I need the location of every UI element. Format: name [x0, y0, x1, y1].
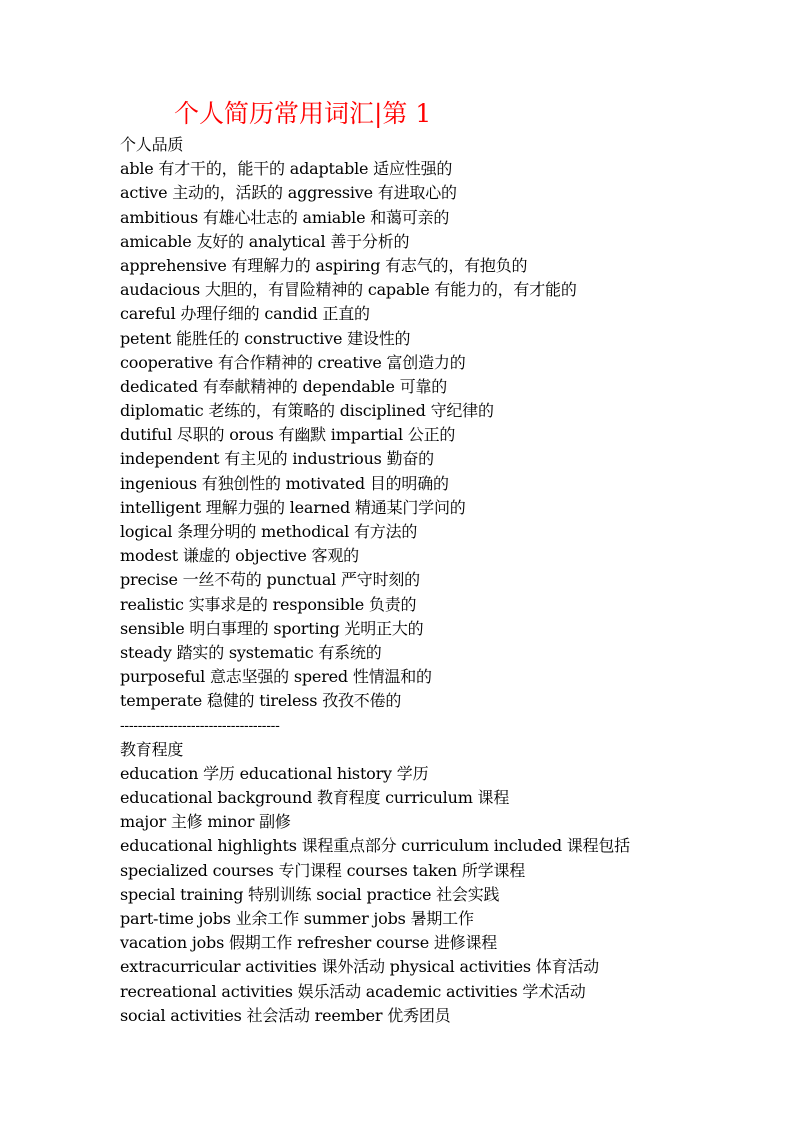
vocab-line: specialized courses 专门课程 courses taken 所学课程	[120, 860, 526, 880]
vocab-line: apprehensive 有理解力的 aspiring 有志气的，有抱负的	[120, 255, 528, 275]
section-heading-education: 教育程度	[120, 739, 184, 759]
vocab-line: dedicated 有奉献精神的 dependable 可靠的	[120, 376, 448, 396]
vocab-line: modest 谦虚的 objective 客观的	[120, 546, 359, 566]
vocab-line: ingenious 有独创性的 motivated 目的明确的	[120, 473, 449, 493]
vocab-line: intelligent 理解力强的 learned 精通某门学问的	[120, 497, 466, 517]
vocab-line: diplomatic 老练的，有策略的 disciplined 守纪律的	[120, 401, 494, 421]
vocab-line: social activities 社会活动 reember 优秀团员	[120, 1005, 451, 1025]
vocab-line: extracurricular activities 课外活动 physical activities 体育活动	[120, 957, 599, 977]
vocab-line: independent 有主见的 industrious 勤奋的	[120, 449, 434, 469]
vocab-line: precise 一丝不苟的 punctual 严守时刻的	[120, 570, 420, 590]
vocab-line: audacious 大胆的，有冒险精神的 capable 有能力的，有才能的	[120, 280, 577, 300]
vocab-line: sensible 明白事理的 sporting 光明正大的	[120, 618, 424, 638]
vocab-line: recreational activities 娱乐活动 academic activities 学术活动	[120, 981, 586, 1001]
vocab-line: active 主动的，活跃的 aggressive 有进取心的	[120, 183, 457, 203]
vocab-line: vacation jobs 假期工作 refresher course 进修课程	[120, 933, 498, 953]
vocab-line: educational highlights 课程重点部分 curriculum included 课程包括	[120, 836, 630, 856]
vocab-line: able 有才干的，能干的 adaptable 适应性强的	[120, 159, 453, 179]
vocab-line: temperate 稳健的 tireless 孜孜不倦的	[120, 691, 402, 711]
vocab-line: careful 办理仔细的 candid 正直的	[120, 304, 370, 324]
vocab-line: part-time jobs 业余工作 summer jobs 暑期工作	[120, 909, 474, 928]
section-heading-personal-qualities: 个人品质	[120, 135, 184, 154]
document-body	[120, 133, 760, 1028]
vocab-line: amicable 友好的 analytical 善于分析的	[120, 231, 410, 251]
vocab-line: major 主修 minor 副修	[120, 812, 291, 832]
vocab-line: ambitious 有雄心壮志的 amiable 和蔼可亲的	[120, 207, 450, 227]
vocab-line: dutiful 尽职的 orous 有幽默 impartial 公正的	[120, 425, 456, 445]
document-title: 个人简历常用词汇|第 1	[174, 99, 432, 128]
vocab-line: educational background 教育程度 curriculum 课程	[120, 788, 510, 808]
section-divider: ------------------------------------	[120, 717, 280, 734]
vocab-line: steady 踏实的 systematic 有系统的	[120, 642, 382, 662]
vocab-line: realistic 实事求是的 responsible 负责的	[120, 594, 417, 614]
vocab-line: education 学历 educational history 学历	[120, 763, 429, 783]
vocab-line: purposeful 意志坚强的 spered 性情温和的	[120, 667, 432, 687]
vocab-line: petent 能胜任的 constructive 建设性的	[120, 328, 411, 348]
vocab-line: special training 特别训练 social practice 社会实践	[120, 884, 500, 904]
vocab-line: logical 条理分明的 methodical 有方法的	[120, 522, 418, 541]
vocab-line: cooperative 有合作精神的 creative 富创造力的	[120, 352, 466, 372]
